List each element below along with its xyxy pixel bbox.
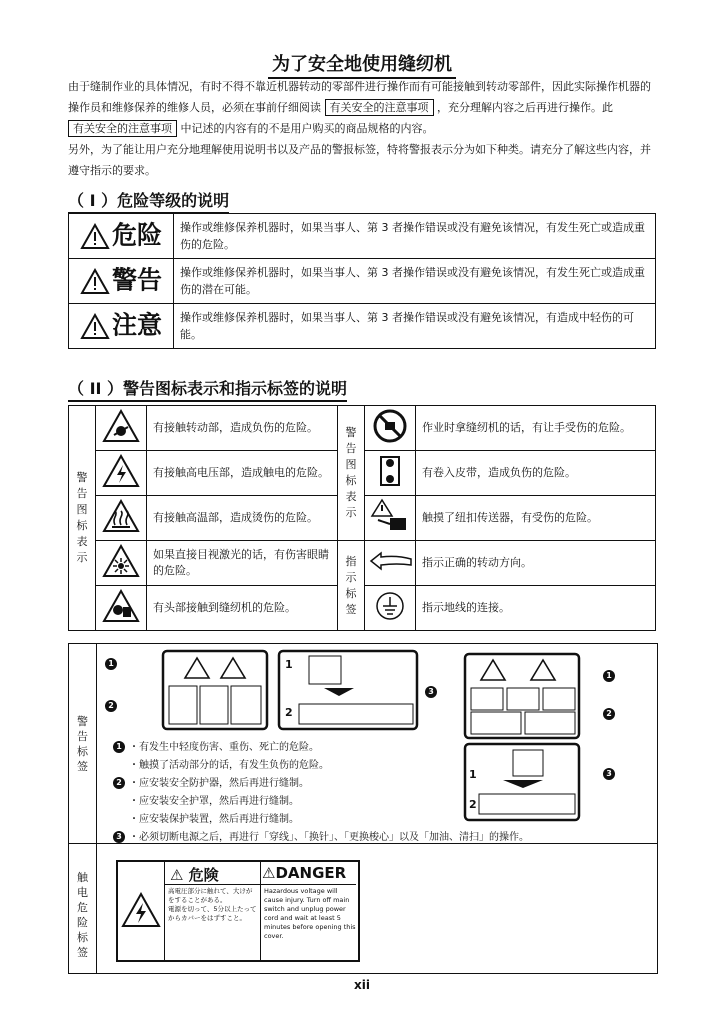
level-row-caution: 注意 操作或维修保养机器时，如果当事人、第 3 者操作错误或没有避免该情况，有造成中轻伤的可能。 <box>69 304 656 349</box>
warning-label-horizontal: 1 2 <box>159 648 423 734</box>
page-title: 为了安全地使用缝纫机 <box>0 50 724 76</box>
callout-3: 3 <box>425 686 437 698</box>
laser-warning-icon <box>102 544 140 578</box>
callout-1: 1 <box>105 658 117 670</box>
level-row-danger: 危险 操作或维修保养机器时，如果当事人、第 3 者操作错误或没有避免该情况，有发生死亡或造成重伤的危险。 <box>69 214 656 259</box>
right-group-label-top: 警告图标表示 <box>338 406 365 541</box>
section1-heading: （ I ）危险等级的说明 <box>68 188 229 211</box>
warning-triangle-icon <box>80 268 110 295</box>
button-feeder-warning-icon <box>370 498 410 534</box>
label-panel <box>68 643 658 974</box>
high-voltage-warning-icon <box>102 454 140 488</box>
rotation-direction-icon <box>367 549 413 573</box>
callout-3-right: 3 <box>603 768 615 780</box>
danger-level-table <box>68 213 656 349</box>
right-group-label-bottom: 指示标签 <box>338 541 365 631</box>
head-contact-warning-icon <box>102 589 140 623</box>
intro-text: 由于缝制作业的具体情况，有时不得不靠近机器转动的零部件进行操作而有可能接触到转动零部件，因此实际操作机器的操作员和维修保养的维修人员，必须在事前仔细阅读 有关安全的注意事项 ，充分理解内容之后再进行操作。此 有关安全的注意事项 中记述的内容有的不是用户购买的商品规格的内容。 另外，为了能让用户充分地理解使用说明书以及产品的警报标签，特将警报表示分为如下种类。请充分了解这些内容，并遵守指示的要求。 <box>68 80 651 177</box>
section2-heading: （ II ）警告图标表示和指示标签的说明 <box>68 376 347 399</box>
level-row-warning: 警告 操作或维修保养机器时，如果当事人、第 3 者操作错误或没有避免该情况，有发生死亡或造成重伤的潜在可能。 <box>69 259 656 304</box>
callout-2-right: 2 <box>603 708 615 720</box>
no-hand-carry-icon <box>372 408 408 444</box>
warning-triangle-icon <box>80 223 110 250</box>
page-number: xii <box>354 978 370 992</box>
safety-notes-box-2: 有关安全的注意事项 <box>68 120 177 137</box>
warning-label-vertical: 1 2 <box>463 652 583 822</box>
hot-surface-warning-icon <box>102 499 140 533</box>
shock-label-caption: 触电危险标签 <box>77 871 88 959</box>
warning-icon-table: 警告图标表示 有接触转动部，造成负伤的危险。 警告图标表示 作业时拿缝纫机的话，有让手受伤的危险。 有接触高电压部，造成触电的危险。 有卷入皮带，造成负伤的危险。 有接触高温部，造成烫伤的危险。 触摸了纽扣传送器，有受伤的危险。 如果直接目视激光的话，有伤害眼睛的危险。 指示标签 指示正确的转动方向。 有头部接触到缝纫机的危险。 指示地线的连接。 <box>68 405 656 631</box>
callout-1-right: 1 <box>603 670 615 682</box>
belt-entanglement-icon <box>373 453 407 489</box>
rotating-parts-warning-icon <box>102 409 140 443</box>
safety-notes-box: 有关安全的注意事项 <box>325 99 434 116</box>
ground-icon <box>375 591 405 621</box>
callout-2: 2 <box>105 700 117 712</box>
left-group-label: 警告图标表示 <box>69 406 96 631</box>
warning-label-caption: 警告标签 <box>77 715 88 773</box>
warning-notes: 1 ・有发生中轻度伤害、重伤、死亡的危险。 ・触摸了活动部分的话，有发生负伤的危险。 2 ・应安装安全防护器，然后再进行缝制。 ・应安装安全护罩，然后再进行缝制。 ・应安装保护装置，然后再进行缝制。 3 ・必须切断电源之后，再进行「穿线」、「换针」、「更换梭心」以及「加油、清扫」的操作。 <box>113 739 529 847</box>
high-voltage-warning-icon <box>121 892 161 928</box>
electric-shock-danger-label: ⚠ 危険 ⚠DANGER 高電圧部分に触れて、大けがをすることがある。 電源を切って、5分以上たってからカバーをはずすこと。 Hazardous voltage will cause injury. Turn off main switch and unplug power cord and wait at least 5 minutes before opening this cover. <box>116 860 360 962</box>
warning-triangle-icon <box>80 313 110 340</box>
